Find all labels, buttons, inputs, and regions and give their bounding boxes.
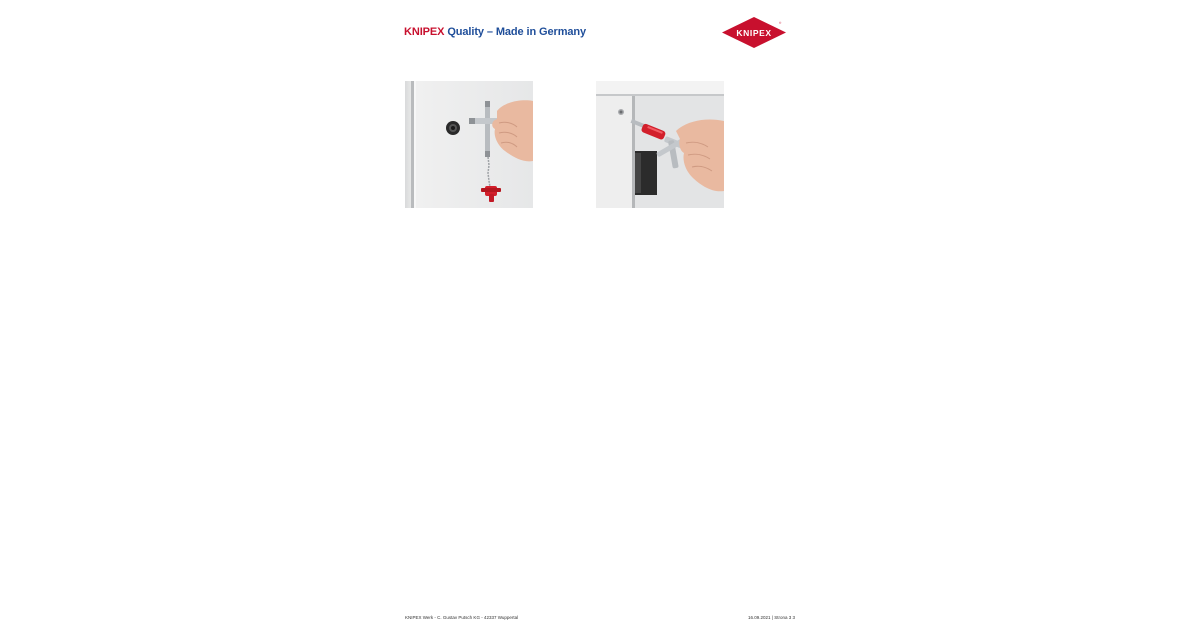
key-in-cabinet-lock-photo <box>405 81 533 208</box>
footer-date-page: 16.09.2021 | Strona 3 3 <box>748 615 795 620</box>
footer-company: KNIPEX Werk - C. Gustav Putsch KG - 42337 Wuppertal <box>405 615 519 620</box>
knipex-logo <box>722 17 786 48</box>
page-header <box>404 26 586 38</box>
key-turning-panel-lock-photo <box>596 81 724 208</box>
svg-text:®: ® <box>779 21 782 25</box>
header-brand: KNIPEX <box>404 26 445 38</box>
logo-text: KNIPEX <box>736 28 772 38</box>
header-tagline: Quality – Made in Germany <box>447 26 587 38</box>
